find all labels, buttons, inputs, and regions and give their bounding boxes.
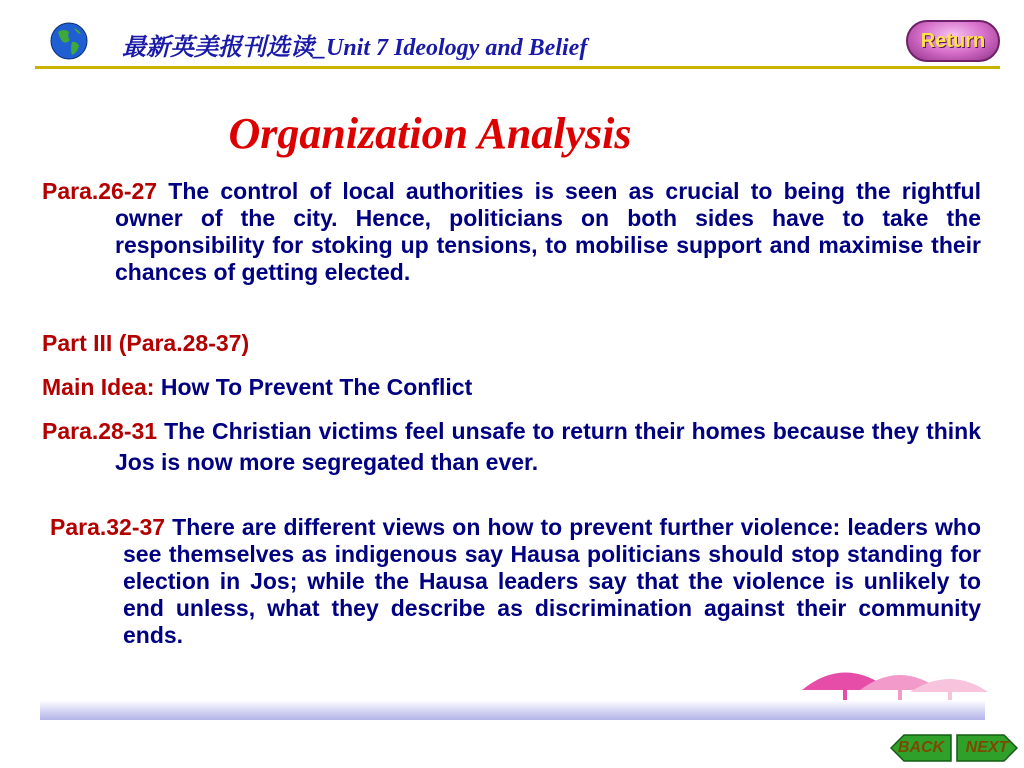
paragraph-text: The control of local authorities is seen as crucial to being the rightful owner of the city. Hence, politicians on both sides have to take the responsibility for stoking up tensions, to mobilise support and maximise their chances of getting elected. xyxy=(115,178,981,285)
paragraph-label: Para.32-37 xyxy=(50,514,166,540)
header-divider xyxy=(35,66,1000,69)
part-heading: Part III (Para.28-37) xyxy=(42,330,250,356)
paragraph-text: There are different views on how to prevent further violence: leaders who see themselves as indigenous say Hausa politicians should stop standing for election in Jos; while the Hausa leaders say that the violence is unlikely to end unless, what they describe as discrimination against their community ends. xyxy=(123,514,981,648)
footer-bar xyxy=(40,700,985,720)
paragraph-32-37 xyxy=(50,514,981,649)
paragraph-label: Para.28-31 xyxy=(42,418,158,444)
header-title: 最新英美报刊选读_Unit 7 Ideology and Belief xyxy=(122,35,588,61)
paragraph-label: Para.26-27 xyxy=(42,178,158,204)
globe-icon xyxy=(50,22,88,60)
next-button[interactable] xyxy=(956,733,1018,763)
main-idea xyxy=(42,374,472,401)
back-button[interactable] xyxy=(890,733,952,763)
paragraph-26-27 xyxy=(42,178,981,286)
paragraph-text: The Christian victims feel unsafe to return their homes because they think Jos is now more segregated than ever. xyxy=(115,418,982,475)
page-title: Organization Analysis xyxy=(228,109,632,158)
main-idea-text: How To Prevent The Conflict xyxy=(160,374,473,400)
next-label: NEXT xyxy=(965,739,1009,756)
return-button[interactable]: Return xyxy=(906,20,1000,62)
back-label: BACK xyxy=(897,739,945,756)
paragraph-28-31 xyxy=(42,416,981,478)
main-idea-label: Main Idea: xyxy=(42,374,155,400)
